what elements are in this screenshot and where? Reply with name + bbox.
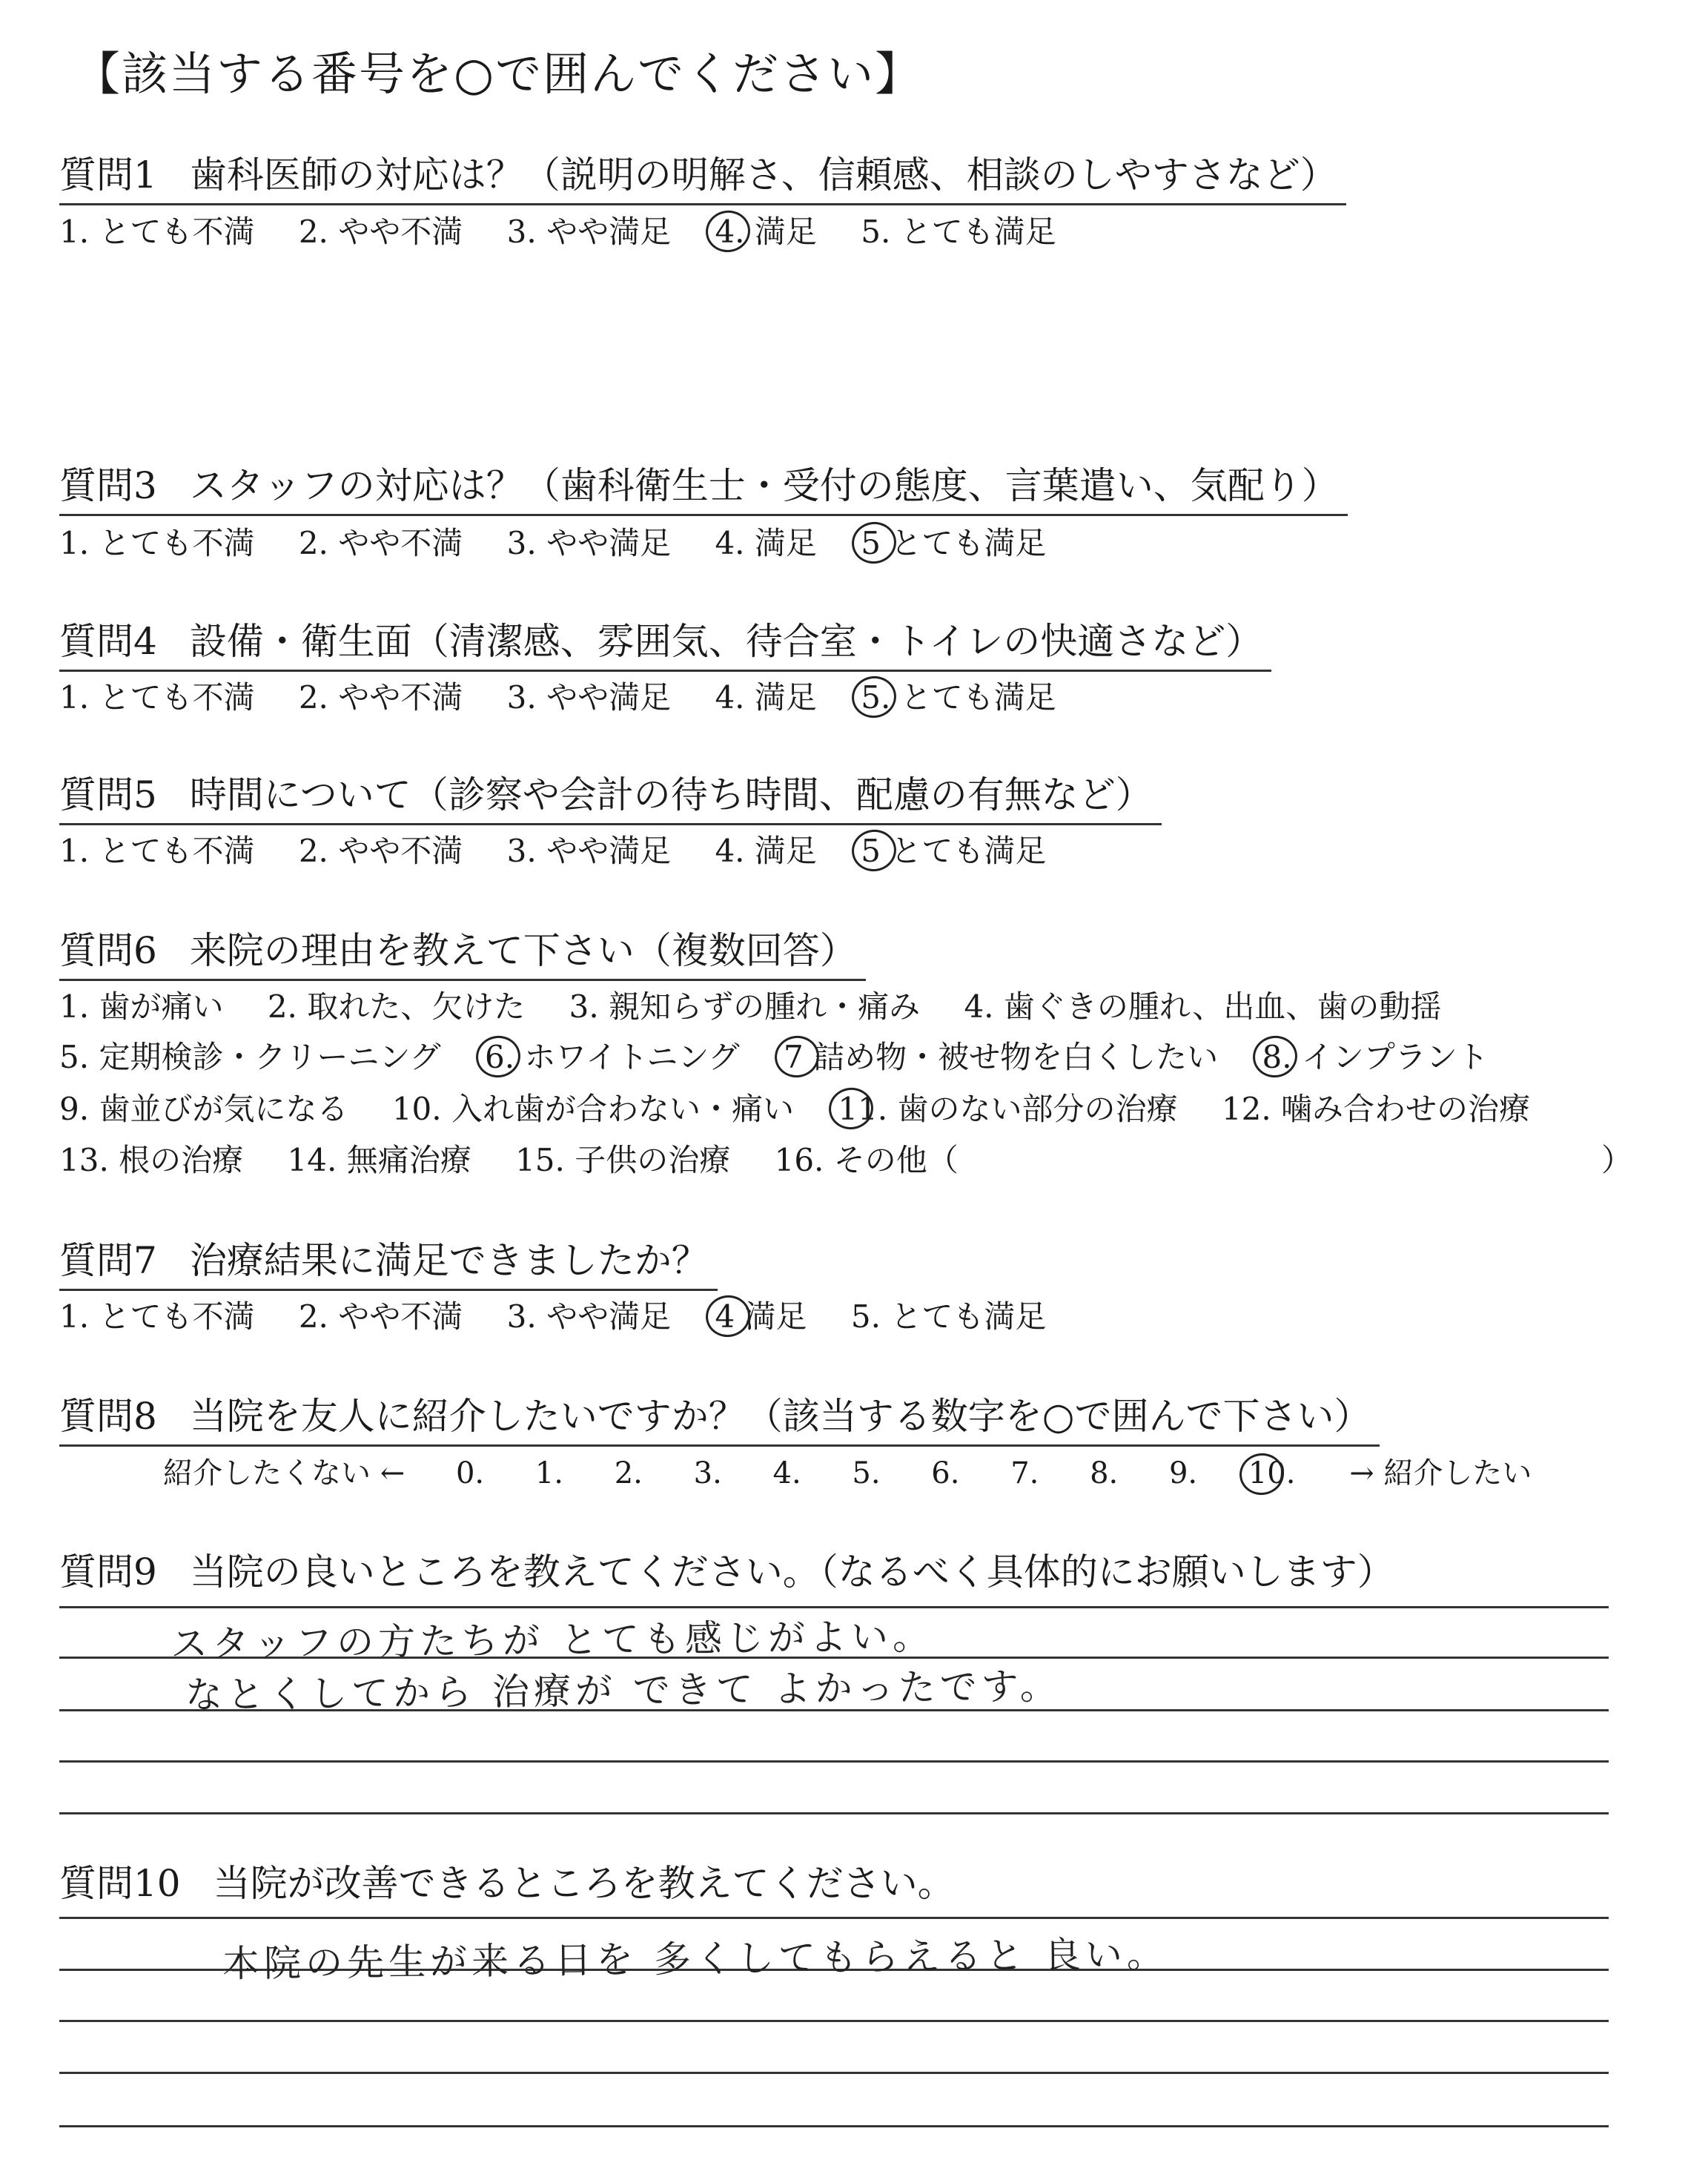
question-9-title (59, 1542, 1403, 1600)
option[interactable]: 2. 取れた、欠けた (267, 988, 526, 1025)
answer-line (59, 2125, 1609, 2127)
option[interactable]: 14. 無痛治療 (287, 1142, 471, 1178)
question-1-title (59, 145, 1346, 205)
option[interactable]: 4. 満足 (715, 525, 817, 561)
q9-handwritten-answer-2: なとくしてから 治療が できて よかったです。 (185, 1664, 1062, 1717)
option[interactable]: 1. 歯が痛い (59, 988, 224, 1025)
option[interactable]: 13. 根の治療 (59, 1142, 244, 1178)
question-text: 当院を友人に紹介したいですか？（該当する数字を○で囲んで下さい） (189, 1395, 1371, 1438)
scale-value[interactable]: 0. (455, 1456, 485, 1490)
circle-mark: 5 (861, 833, 881, 869)
question-10 (59, 1854, 964, 1912)
question-5-options (59, 827, 1080, 871)
option[interactable]: 1. とても不満 (59, 833, 255, 869)
circle-mark: 8. (1262, 1039, 1292, 1075)
option[interactable]: 3. やや満足 (506, 679, 672, 716)
option[interactable]: 5. 定期検診・クリーニング (59, 1039, 441, 1075)
question-3-options (59, 519, 1080, 564)
circle-mark: 5. (861, 679, 891, 716)
option[interactable]: 4. 満足 (715, 833, 817, 869)
question-7 (59, 1231, 718, 1291)
option[interactable]: 12. 噛み合わせの治療 (1221, 1091, 1531, 1127)
option[interactable]: 10. 入れ歯が合わない・痛い (391, 1091, 794, 1127)
option[interactable]: 15. 子供の治療 (515, 1142, 731, 1178)
q10-handwritten-answer-1: 本院の先生が来る日を 多くしてもらえると 良い。 (222, 1932, 1169, 1986)
question-4-title (59, 612, 1271, 672)
question-7-title (59, 1231, 718, 1291)
option-other[interactable]: 16. その他（ (774, 1142, 959, 1178)
scale-right-label: → 紹介したい (1349, 1456, 1532, 1490)
question-text: 歯科医師の対応は？（説明の明解さ、信頼感、相談のしやすさなど） (189, 153, 1337, 196)
scale-value[interactable]: 7. (1010, 1456, 1039, 1490)
option[interactable]: 4. 満足 (715, 679, 817, 716)
option[interactable]: 2. やや不満 (298, 833, 463, 869)
option-selected[interactable]: 5. とても満足 (861, 679, 1056, 716)
option-selected[interactable]: 4. 満足 (715, 214, 817, 250)
option[interactable]: 4. 歯ぐきの腫れ、出血、歯の動揺 (964, 988, 1442, 1025)
circle-mark: 11. (838, 1091, 888, 1127)
question-3-title (59, 456, 1348, 516)
option[interactable]: 1. とても不満 (59, 525, 255, 561)
answer-line (59, 1812, 1609, 1814)
scale-value[interactable]: 4. (772, 1456, 801, 1490)
question-5 (59, 765, 1162, 825)
question-6-title (59, 921, 866, 981)
scale-value[interactable]: 6. (931, 1456, 960, 1490)
question-7-options (59, 1292, 1080, 1337)
question-6-row-2 (59, 1033, 1523, 1077)
question-6 (59, 921, 866, 981)
option-selected[interactable]: 6. ホワイトニング (484, 1039, 740, 1075)
option[interactable]: 1. とても不満 (59, 214, 255, 250)
scale-value[interactable]: 8. (1090, 1456, 1119, 1490)
scale-left-label: 紹介したくない ← (163, 1456, 406, 1490)
option-selected[interactable]: 5 とても満足 (861, 833, 1047, 869)
question-8-title (59, 1387, 1380, 1447)
option[interactable]: 3. やや満足 (506, 833, 672, 869)
option[interactable]: 5. とても満足 (861, 214, 1056, 250)
circle-mark: 7 (784, 1039, 804, 1075)
answer-line (59, 2072, 1609, 2074)
option-selected[interactable]: 7 詰め物・被せ物を白くしたい (784, 1039, 1219, 1075)
option-selected[interactable]: 5 とても満足 (861, 525, 1047, 561)
answer-line (59, 1760, 1609, 1763)
option[interactable]: 9. 歯並びが気になる (59, 1091, 348, 1127)
circle-mark: 5 (861, 525, 881, 561)
question-1-options (59, 208, 1090, 252)
question-number: 質問6 (59, 929, 157, 972)
option[interactable]: 3. やや満足 (506, 214, 672, 250)
option[interactable]: 2. やや不満 (298, 679, 463, 716)
question-6-row-3 (59, 1085, 1564, 1129)
question-8 (59, 1387, 1380, 1447)
question-number: 質問5 (59, 773, 157, 816)
option-selected[interactable]: 4 満足 (715, 1298, 807, 1335)
option[interactable]: 1. とても不満 (59, 679, 255, 716)
question-6-row-4 (59, 1136, 993, 1180)
question-number: 質問1 (59, 153, 157, 196)
option[interactable]: 3. やや満足 (506, 525, 672, 561)
question-number: 質問4 (59, 620, 157, 663)
question-number: 質問3 (59, 464, 157, 507)
scale-value[interactable]: 5. (852, 1456, 881, 1490)
circle-mark: 4. (715, 214, 745, 250)
scale-value[interactable]: 2. (614, 1456, 643, 1490)
question-text: 来院の理由を教えて下さい（複数回答） (189, 929, 857, 972)
scale-value[interactable]: 3. (693, 1456, 722, 1490)
question-text: 治療結果に満足できましたか？ (189, 1239, 709, 1282)
question-number: 質問9 (59, 1550, 157, 1593)
question-text: 当院の良いところを教えてください。（なるべく具体的にお願いします） (189, 1550, 1394, 1593)
scale-value-selected[interactable]: 10. (1248, 1456, 1296, 1490)
answer-line (59, 1917, 1609, 1919)
question-number: 質問7 (59, 1239, 157, 1282)
option[interactable]: 3. やや満足 (506, 1298, 672, 1335)
question-3 (59, 456, 1348, 516)
option-selected[interactable]: 11. 歯のない部分の治療 (838, 1091, 1178, 1127)
option-selected[interactable]: 8. インプラント (1262, 1039, 1489, 1075)
question-4-options (59, 673, 1090, 718)
question-text: スタッフの対応は？（歯科衛生士・受付の態度、言葉遣い、気配り） (189, 464, 1339, 507)
question-1 (59, 145, 1346, 205)
option[interactable]: 2. やや不満 (298, 525, 463, 561)
option[interactable]: 2. やや不満 (298, 1298, 463, 1335)
question-number: 質問10 (59, 1862, 181, 1905)
answer-line (59, 2020, 1609, 2022)
other-close-paren: ） (1601, 1142, 1633, 1178)
question-number: 質問8 (59, 1395, 157, 1438)
question-4 (59, 612, 1271, 672)
circle-mark: 6. (484, 1039, 515, 1075)
recommend-scale (163, 1450, 1532, 1492)
page-title: 【該当する番号を○で囲んでください】 (74, 47, 923, 101)
question-text: 時間について（診察や会計の待ち時間、配慮の有無など） (189, 773, 1153, 816)
question-text: 設備・衛生面（清潔感、雰囲気、待合室・トイレの快適さなど） (189, 620, 1263, 663)
q9-handwritten-answer-1: スタッフの方たちが とても感じがよい。 (170, 1614, 935, 1666)
question-10-title (59, 1854, 964, 1912)
question-9 (59, 1542, 1403, 1600)
option[interactable]: 5. とても満足 (850, 1298, 1047, 1335)
scale-value[interactable]: 9. (1168, 1456, 1198, 1490)
scale-value[interactable]: 1. (534, 1456, 564, 1490)
question-5-title (59, 765, 1162, 825)
option[interactable]: 1. とても不満 (59, 1298, 255, 1335)
option[interactable]: 3. 親知らずの腫れ・痛み (569, 988, 921, 1025)
circle-mark: 4 (715, 1298, 735, 1335)
option[interactable]: 2. やや不満 (298, 214, 463, 250)
question-text: 当院が改善できるところを教えてください。 (213, 1862, 955, 1905)
question-6-row-1 (59, 982, 1475, 1027)
